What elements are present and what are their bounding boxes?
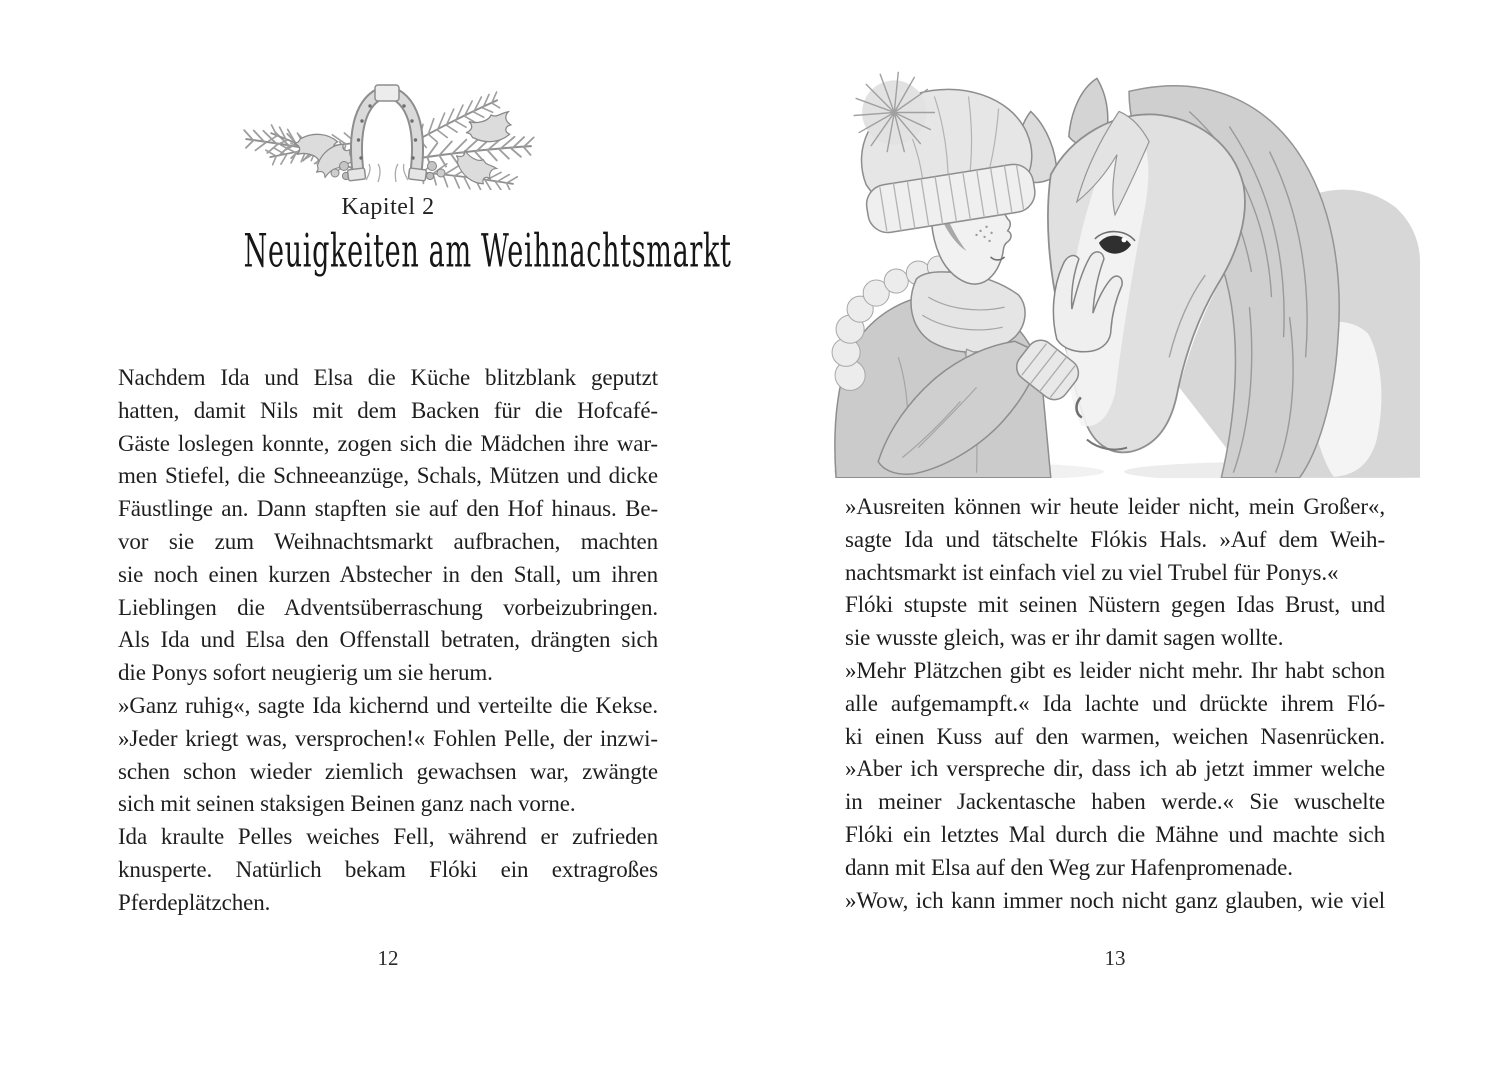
page-number-right: 13 [1104,946,1126,970]
text-line: »Ganz ruhig«, sagte Ida kichernd und verteilte die Kekse. [118,692,658,718]
text-line: Pferdeplätzchen. [118,889,271,915]
chapter-title [118,224,732,278]
chapter-ornament-illustration [206,76,570,190]
text-line: Flóki ein letztes Mal durch die Mähne und machte sich [845,821,1385,847]
text-line: Fäustlinge an. Dann stapften sie auf den Hof hinaus. Be- [118,496,658,522]
text-line: dann mit Elsa auf den Weg zur Hafenpromenade. [845,854,1293,880]
text-line: sie wusste gleich, was er ihr damit sagen wollte. [845,625,1284,651]
text-line: hatten, damit Nils mit dem Backen für die Hofcafé- [118,397,658,423]
text-line: Lieblingen die Adventsüberraschung vorbeizubringen. [118,594,658,620]
body-text-left [118,362,658,920]
text-line: Ida kraulte Pelles weiches Fell, während er zufrieden [118,824,658,850]
pony-figure [1017,78,1420,477]
text-line: in meiner Jackentasche haben werde.« Sie wuschelte [845,789,1385,815]
page-number-left: 12 [377,946,399,970]
text-line: ki einen Kuss auf den warmen, weichen Nasenrücken. [845,723,1385,749]
text-line: die Ponys sofort neugierig um sie herum. [118,660,493,686]
text-line: Als Ida und Elsa den Offenstall betraten, drängten sich [118,627,658,653]
text-line: knusperte. Natürlich bekam Flóki ein extragroßes [118,856,658,882]
text-line: »Ausreiten können wir heute leider nicht, mein Großer«, [845,494,1385,519]
text-line: men Stiefel, die Schneeanzüge, Schals, Mützen und dicke [118,463,658,489]
text-line: schen schon wieder ziemlich gewachsen war, zwängte [118,758,658,784]
text-line: sich mit seinen staksigen Beinen ganz nach vorne. [118,791,576,817]
text-line: nachtsmarkt ist einfach viel zu viel Trubel für Ponys.« [845,559,1339,585]
text-line: sie noch einen kurzen Abstecher in den Stall, um ihren [118,561,658,587]
text-line: vor sie zum Weihnachtsmarkt aufbrachen, machten [118,528,658,554]
text-line: »Wow, ich kann immer noch nicht ganz glauben, wie viel [845,887,1385,913]
text-line: »Jeder kriegt was, versprochen!« Fohlen Pelle, der inzwi- [118,725,658,751]
text-line: sagte Ida und tätschelte Flókis Hals. »Auf dem Weih- [845,526,1385,552]
grass-icon [366,164,408,182]
page-left [118,0,732,1086]
body-text-right [845,491,1385,917]
girl-petting-pony-illustration [818,56,1420,478]
text-line: Gäste loslegen konnte, zogen sich die Mädchen ihre war- [118,430,658,456]
text-line: »Mehr Plätzchen gibt es leider nicht mehr. Ihr habt schon [845,657,1385,683]
horseshoe-icon [347,85,426,181]
chapter-label: Kapitel 2 [341,194,435,220]
text-line: »Aber ich verspreche dir, dass ich ab jetzt immer welche [845,756,1385,782]
text-line: Flóki stupste mit seinen Nüstern gegen Idas Brust, und [845,592,1385,618]
text-line: Nachdem Ida und Elsa die Küche blitzblank geputzt [118,365,658,390]
girl-scarf [911,272,1025,352]
chapter-title-text: Neuigkeiten am Weihnachtsmarkt [243,224,732,278]
text-line: alle aufgemampft.« Ida lachte und drückte ihrem Fló- [845,690,1385,716]
page-right [845,0,1385,1086]
